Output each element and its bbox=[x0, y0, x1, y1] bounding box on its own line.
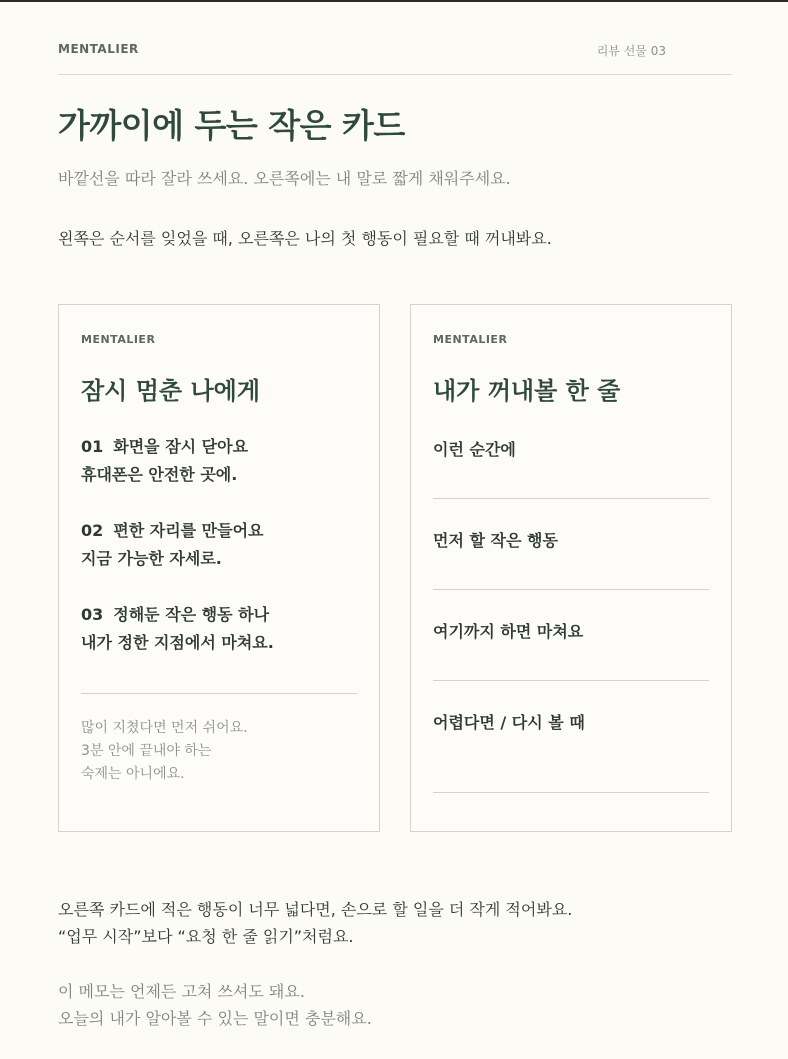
card-brand: MENTALIER bbox=[433, 333, 508, 346]
brand-name: MENTALIER bbox=[58, 42, 139, 56]
step-line1: 화면을 잠시 닫아요 bbox=[113, 437, 249, 456]
write-line[interactable] bbox=[433, 680, 709, 681]
note-line: 3분 안에 끝내야 하는 bbox=[81, 743, 212, 759]
write-line[interactable] bbox=[433, 498, 709, 499]
step-line2: 지금 가능한 자세로. bbox=[81, 549, 222, 568]
card-title: 잠시 멈춘 나에게 bbox=[81, 376, 260, 405]
note-line: 숙제는 아니에요. bbox=[81, 766, 185, 782]
step-item bbox=[81, 433, 248, 489]
right-card bbox=[410, 304, 732, 832]
card-brand: MENTALIER bbox=[81, 333, 156, 346]
tip-line: 오른쪽 카드에 적은 행동이 너무 넓다면, 손으로 할 일을 더 작게 적어봐요. bbox=[58, 900, 573, 919]
card-note bbox=[81, 717, 248, 786]
divider bbox=[81, 693, 357, 694]
page-subtitle: 바깥선을 따라 잘라 쓰세요. 오른쪽에는 내 말로 짧게 채워주세요. bbox=[58, 169, 511, 188]
note-line: 많이 지쳤다면 먼저 쉬어요. bbox=[81, 720, 248, 736]
page-header bbox=[58, 40, 732, 75]
step-number: 01 bbox=[81, 437, 104, 456]
step-item bbox=[81, 517, 264, 573]
write-line[interactable] bbox=[433, 589, 709, 590]
write-line[interactable] bbox=[433, 792, 709, 793]
series-label: 리뷰 선물 03 bbox=[596, 44, 666, 58]
field-label-stop-point: 여기까지 하면 마쳐요 bbox=[433, 622, 584, 641]
page-title: 가까이에 두는 작은 카드 bbox=[58, 106, 405, 145]
field-label-moment: 이런 순간에 bbox=[433, 440, 516, 459]
closing-line: 이 메모는 언제든 고쳐 쓰셔도 돼요. bbox=[58, 982, 305, 1001]
footer-tip bbox=[58, 896, 572, 950]
step-line1: 편한 자리를 만들어요 bbox=[113, 521, 264, 540]
step-number: 03 bbox=[81, 605, 104, 624]
step-number: 02 bbox=[81, 521, 104, 540]
closing-line: 오늘의 내가 알아볼 수 있는 말이면 충분해요. bbox=[58, 1009, 372, 1028]
step-item bbox=[81, 601, 274, 657]
field-label-first-action: 먼저 할 작은 행동 bbox=[433, 531, 558, 550]
card-title: 내가 꺼내볼 한 줄 bbox=[433, 376, 621, 405]
step-line2: 휴대폰은 안전한 곳에. bbox=[81, 465, 238, 484]
step-line2: 내가 정한 지점에서 마쳐요. bbox=[81, 633, 274, 652]
intro-text: 왼쪽은 순서를 잊었을 때, 오른쪽은 나의 첫 행동이 필요할 때 꺼내봐요. bbox=[58, 229, 552, 248]
field-label-fallback: 어렵다면 / 다시 볼 때 bbox=[433, 713, 585, 732]
step-line1: 정해둔 작은 행동 하나 bbox=[113, 605, 270, 624]
left-card bbox=[58, 304, 380, 832]
tip-line: “업무 시작”보다 “요청 한 줄 읽기”처럼요. bbox=[58, 927, 354, 946]
footer-closing bbox=[58, 978, 372, 1032]
